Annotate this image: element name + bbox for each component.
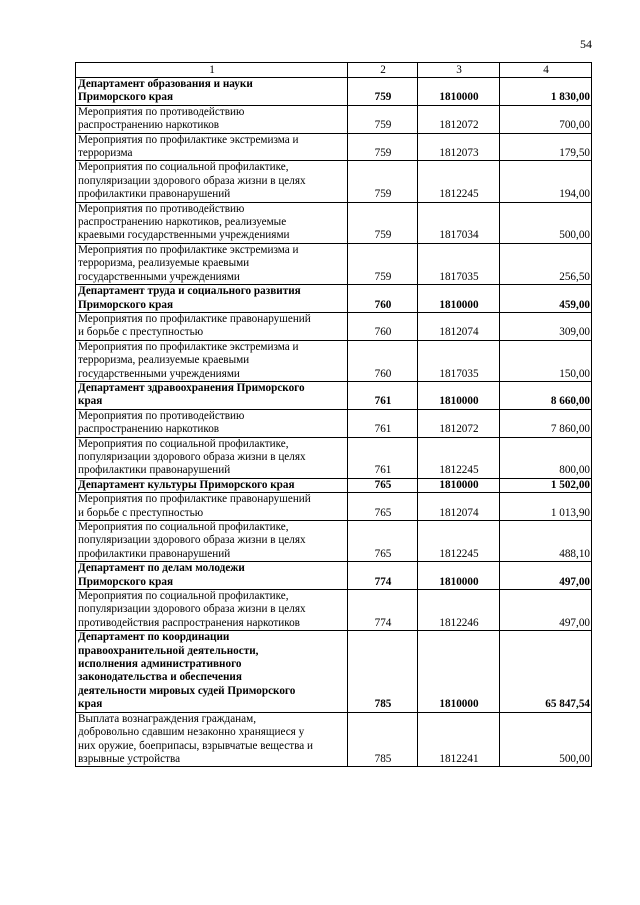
department-name-cell: [76, 78, 348, 106]
name-line: профилактики правонарушений: [78, 547, 231, 560]
name-line: Департамент по делам молодежи: [78, 562, 245, 575]
target-article-code-cell: 1810000: [418, 381, 500, 409]
ministry-code-cell: 761: [348, 409, 418, 437]
program-row: [76, 521, 592, 562]
target-article-code-cell: 1812073: [418, 133, 500, 161]
name-line: Мероприятия по профилактике правонарушений: [78, 312, 311, 325]
name-line: популяризации здорового образа жизни в целях: [78, 174, 306, 187]
amount-cell: 488,10: [500, 521, 592, 562]
amount-cell: 309,00: [500, 312, 592, 340]
amount-cell: 497,00: [500, 562, 592, 590]
ministry-code-cell: 759: [348, 78, 418, 106]
name-line: и борьбе с преступностью: [78, 326, 204, 339]
department-row: [76, 285, 592, 313]
department-row: [76, 478, 592, 492]
ministry-code-cell: 761: [348, 381, 418, 409]
program-row: [76, 712, 592, 767]
ministry-code-cell: 765: [348, 478, 418, 492]
name-line: Мероприятия по социальной профилактике,: [78, 521, 289, 533]
name-line: Мероприятия по профилактике экстремизма и: [78, 243, 299, 256]
name-line: Приморского края: [78, 575, 174, 588]
target-article-code-cell: 1817035: [418, 243, 500, 284]
name-line: терроризма, реализуемые краевыми: [78, 257, 250, 270]
name-line: Приморского края: [78, 91, 174, 104]
target-article-code-cell: 1810000: [418, 78, 500, 106]
name-line: Мероприятия по профилактике экстремизма и: [78, 340, 299, 353]
program-row: [76, 437, 592, 478]
target-article-code-cell: 1812245: [418, 437, 500, 478]
name-line: края: [78, 395, 103, 408]
ministry-code-cell: 761: [348, 437, 418, 478]
amount-cell: 1 013,90: [500, 493, 592, 521]
amount-cell: 179,50: [500, 133, 592, 161]
name-line: законодательства и обеспечения: [78, 671, 242, 684]
name-line: терроризма: [78, 147, 133, 160]
amount-cell: 1 830,00: [500, 78, 592, 106]
ministry-code-cell: 759: [348, 161, 418, 202]
name-line: противодействия распространения наркотиков: [78, 616, 300, 629]
name-line: Мероприятия по социальной профилактике,: [78, 161, 289, 174]
program-row: [76, 133, 592, 161]
name-line: Мероприятия по противодействию: [78, 409, 245, 422]
department-name-cell: [76, 631, 348, 712]
program-row: [76, 161, 592, 202]
name-line: терроризма, реализуемые краевыми: [78, 354, 250, 367]
program-row: [76, 105, 592, 133]
program-name-cell: [76, 409, 348, 437]
ministry-code-cell: 759: [348, 202, 418, 243]
program-name-cell: [76, 437, 348, 478]
name-line: распространению наркотиков, реализуемые: [78, 216, 287, 229]
column-number-3: 3: [418, 63, 500, 78]
department-name-cell: [76, 381, 348, 409]
name-line: них оружие, боеприпасы, взрывчатые вещества и: [78, 739, 314, 752]
name-line: популяризации здорового образа жизни в целях: [78, 534, 306, 547]
amount-cell: 150,00: [500, 340, 592, 381]
target-article-code-cell: 1812074: [418, 312, 500, 340]
name-line: исполнения административного: [78, 658, 242, 671]
name-line: Департамент здравоохранения Приморского: [78, 381, 305, 394]
ministry-code-cell: 759: [348, 105, 418, 133]
name-line: и борьбе с преступностью: [78, 506, 204, 519]
department-row: [76, 381, 592, 409]
ministry-code-cell: 760: [348, 285, 418, 313]
program-row: [76, 243, 592, 284]
program-name-cell: [76, 133, 348, 161]
name-line: Выплата вознаграждения гражданам,: [78, 712, 257, 725]
program-name-cell: [76, 243, 348, 284]
column-number-1: 1: [76, 63, 348, 78]
name-line: Мероприятия по социальной профилактике,: [78, 590, 289, 603]
name-line: профилактики правонарушений: [78, 188, 231, 201]
target-article-code-cell: 1812074: [418, 493, 500, 521]
program-name-cell: [76, 312, 348, 340]
name-line: взрывные устройства: [78, 752, 181, 765]
program-name-cell: [76, 712, 348, 767]
budget-table-body: [76, 63, 592, 767]
name-line: государственными учреждениями: [78, 367, 240, 380]
budget-table: [75, 62, 592, 767]
program-row: [76, 590, 592, 631]
target-article-code-cell: 1810000: [418, 478, 500, 492]
program-row: [76, 409, 592, 437]
program-name-cell: [76, 590, 348, 631]
name-line: Департамент труда и социального развития: [78, 285, 301, 298]
amount-cell: 7 860,00: [500, 409, 592, 437]
amount-cell: 700,00: [500, 105, 592, 133]
department-row: [76, 631, 592, 712]
ministry-code-cell: 765: [348, 493, 418, 521]
ministry-code-cell: 774: [348, 562, 418, 590]
program-name-cell: [76, 161, 348, 202]
name-line: Департамент по координации: [78, 631, 230, 644]
name-line: государственными учреждениями: [78, 270, 240, 283]
amount-cell: 65 847,54: [500, 631, 592, 712]
name-line: популяризации здорового образа жизни в целях: [78, 603, 306, 616]
amount-cell: 459,00: [500, 285, 592, 313]
amount-cell: 194,00: [500, 161, 592, 202]
target-article-code-cell: 1812245: [418, 521, 500, 562]
ministry-code-cell: 759: [348, 133, 418, 161]
department-row: [76, 562, 592, 590]
amount-cell: 497,00: [500, 590, 592, 631]
name-line: деятельности мировых судей Приморского: [78, 684, 296, 697]
ministry-code-cell: 765: [348, 521, 418, 562]
name-line: популяризации здорового образа жизни в целях: [78, 450, 306, 463]
ministry-code-cell: 785: [348, 712, 418, 767]
target-article-code-cell: 1812245: [418, 161, 500, 202]
program-name-cell: [76, 105, 348, 133]
page-number: 54: [580, 37, 592, 51]
department-name-cell: [76, 562, 348, 590]
column-number-4: 4: [500, 63, 592, 78]
target-article-code-cell: 1810000: [418, 631, 500, 712]
target-article-code-cell: 1817035: [418, 340, 500, 381]
program-name-cell: [76, 493, 348, 521]
name-line: добровольно сдавшим незаконно хранящиеся у: [78, 726, 305, 739]
department-name-cell: [76, 285, 348, 313]
name-line: профилактики правонарушений: [78, 464, 231, 477]
name-line: Мероприятия по профилактике правонарушений: [78, 493, 311, 506]
name-line: Департамент образования и науки: [78, 78, 253, 90]
name-line: Мероприятия по профилактике экстремизма и: [78, 133, 299, 146]
program-name-cell: [76, 202, 348, 243]
target-article-code-cell: 1810000: [418, 285, 500, 313]
ministry-code-cell: 760: [348, 340, 418, 381]
amount-cell: 800,00: [500, 437, 592, 478]
target-article-code-cell: 1812246: [418, 590, 500, 631]
amount-cell: 1 502,00: [500, 478, 592, 492]
name-line: краевыми государственными учреждениями: [78, 229, 290, 242]
ministry-code-cell: 785: [348, 631, 418, 712]
target-article-code-cell: 1812072: [418, 409, 500, 437]
name-line: распространению наркотиков: [78, 423, 220, 436]
ministry-code-cell: 760: [348, 312, 418, 340]
program-name-cell: [76, 521, 348, 562]
amount-cell: 500,00: [500, 712, 592, 767]
name-line: Мероприятия по противодействию: [78, 202, 245, 215]
department-row: [76, 78, 592, 106]
name-line: Мероприятия по социальной профилактике,: [78, 437, 289, 450]
name-line: распространению наркотиков: [78, 119, 220, 132]
program-row: [76, 340, 592, 381]
column-number-header-row: [76, 63, 592, 78]
ministry-code-cell: 759: [348, 243, 418, 284]
department-name-cell: [76, 478, 348, 492]
name-line: Мероприятия по противодействию: [78, 105, 245, 118]
name-line: Департамент культуры Приморского края: [78, 478, 295, 491]
name-line: края: [78, 698, 103, 711]
amount-cell: 256,50: [500, 243, 592, 284]
target-article-code-cell: 1810000: [418, 562, 500, 590]
ministry-code-cell: 774: [348, 590, 418, 631]
target-article-code-cell: 1812072: [418, 105, 500, 133]
name-line: правоохранительной деятельности,: [78, 644, 259, 657]
column-number-2: 2: [348, 63, 418, 78]
program-row: [76, 493, 592, 521]
name-line: Приморского края: [78, 298, 174, 311]
program-row: [76, 202, 592, 243]
program-name-cell: [76, 340, 348, 381]
amount-cell: 500,00: [500, 202, 592, 243]
amount-cell: 8 660,00: [500, 381, 592, 409]
program-row: [76, 312, 592, 340]
target-article-code-cell: 1817034: [418, 202, 500, 243]
target-article-code-cell: 1812241: [418, 712, 500, 767]
